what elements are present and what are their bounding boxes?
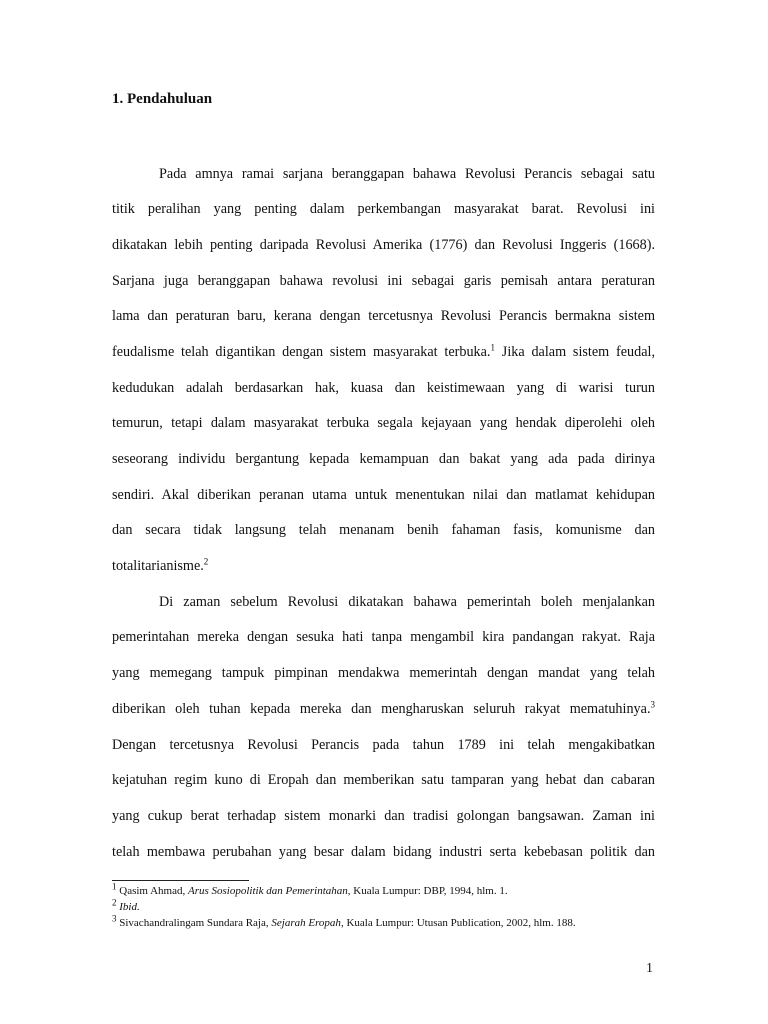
text-line: Pada amnya ramai sarjana beranggapan bahawa Revolusi Perancis sebagai satu — [159, 166, 655, 182]
text-line: titik peralihan yang penting dalam perkembangan masyarakat barat. Revolusi ini — [112, 201, 655, 217]
text-line: Sarjana juga beranggapan bahawa revolusi ini sebagai garis pemisah antara peraturan — [112, 273, 655, 289]
text-line: kedudukan adalah berdasarkan hak, kuasa dan keistimewaan yang di warisi turun — [112, 380, 655, 396]
footnote: $^3$ Sivachandralingam Sundara Raja, Sejarah Eropah, Kuala Lumpur: Utusan Publication, 2002, hlm. 188. — [112, 913, 576, 929]
footnote-ref: 3 — [650, 699, 655, 710]
text-line: seseorang individu bergantung kepada kemampuan dan bakat yang ada pada dirinya — [112, 451, 655, 467]
text-line: lama dan peraturan baru, kerana dengan tercetusnya Revolusi Perancis bermakna sistem — [112, 308, 655, 324]
footnote: $^2$ Ibid. — [112, 897, 140, 913]
footnote-ref: 2 — [203, 556, 209, 567]
text-line: Dengan tercetusnya Revolusi Perancis pada tahun 1789 ini telah mengakibatkan — [112, 737, 655, 753]
text-line: telah membawa perubahan yang besar dalam bidang industri serta kebebasan politik dan — [112, 844, 655, 860]
footnote: $^1$ Qasim Ahmad, Arus Sosiopolitik dan Pemerintahan, Kuala Lumpur: DBP, 1994, hlm. 1. — [112, 881, 508, 897]
text-line: kejatuhan regim kuno di Eropah dan memberikan satu tamparan yang hebat dan cabaran — [112, 772, 655, 788]
footnote-ref: 1 — [490, 342, 495, 353]
text-line: dan secara tidak langsung telah menanam benih fahaman fasis, komunisme dan — [112, 522, 655, 538]
section-heading: 1. Pendahuluan — [112, 91, 213, 107]
text-line: yang memegang tampuk pimpinan mendakwa memerintah dengan mandat yang telah — [112, 665, 655, 681]
text-line: temurun, tetapi dalam masyarakat terbuka segala kejayaan yang hendak diperolehi oleh — [112, 415, 655, 431]
page-number: 1 — [646, 961, 653, 976]
text-line: yang cukup berat terhadap sistem monarki dan tradisi golongan bangsawan. Zaman ini — [112, 808, 655, 824]
text-line: Di zaman sebelum Revolusi dikatakan bahawa pemerintah boleh menjalankan — [159, 594, 655, 610]
text-line: pemerintahan mereka dengan sesuka hati tanpa mengambil kira pandangan rakyat. Raja — [112, 629, 655, 645]
footnote-divider — [112, 880, 249, 881]
text-line: dikatakan lebih penting daripada Revolusi Amerika (1776) dan Revolusi Inggeris (1668). — [112, 237, 655, 253]
text-line: sendiri. Akal diberikan peranan utama untuk menentukan nilai dan matlamat kehidupan — [112, 487, 655, 503]
text-line: diberikan oleh tuhan kepada mereka dan mengharuskan seluruh rakyat mematuhinya.$^3$ — [112, 699, 655, 717]
text-line: feudalisme telah digantikan dengan sistem masyarakat terbuka.$^1$ Jika dalam sistem feudal, — [112, 342, 655, 360]
text-line: totalitarianisme.$^2$ — [112, 556, 209, 574]
